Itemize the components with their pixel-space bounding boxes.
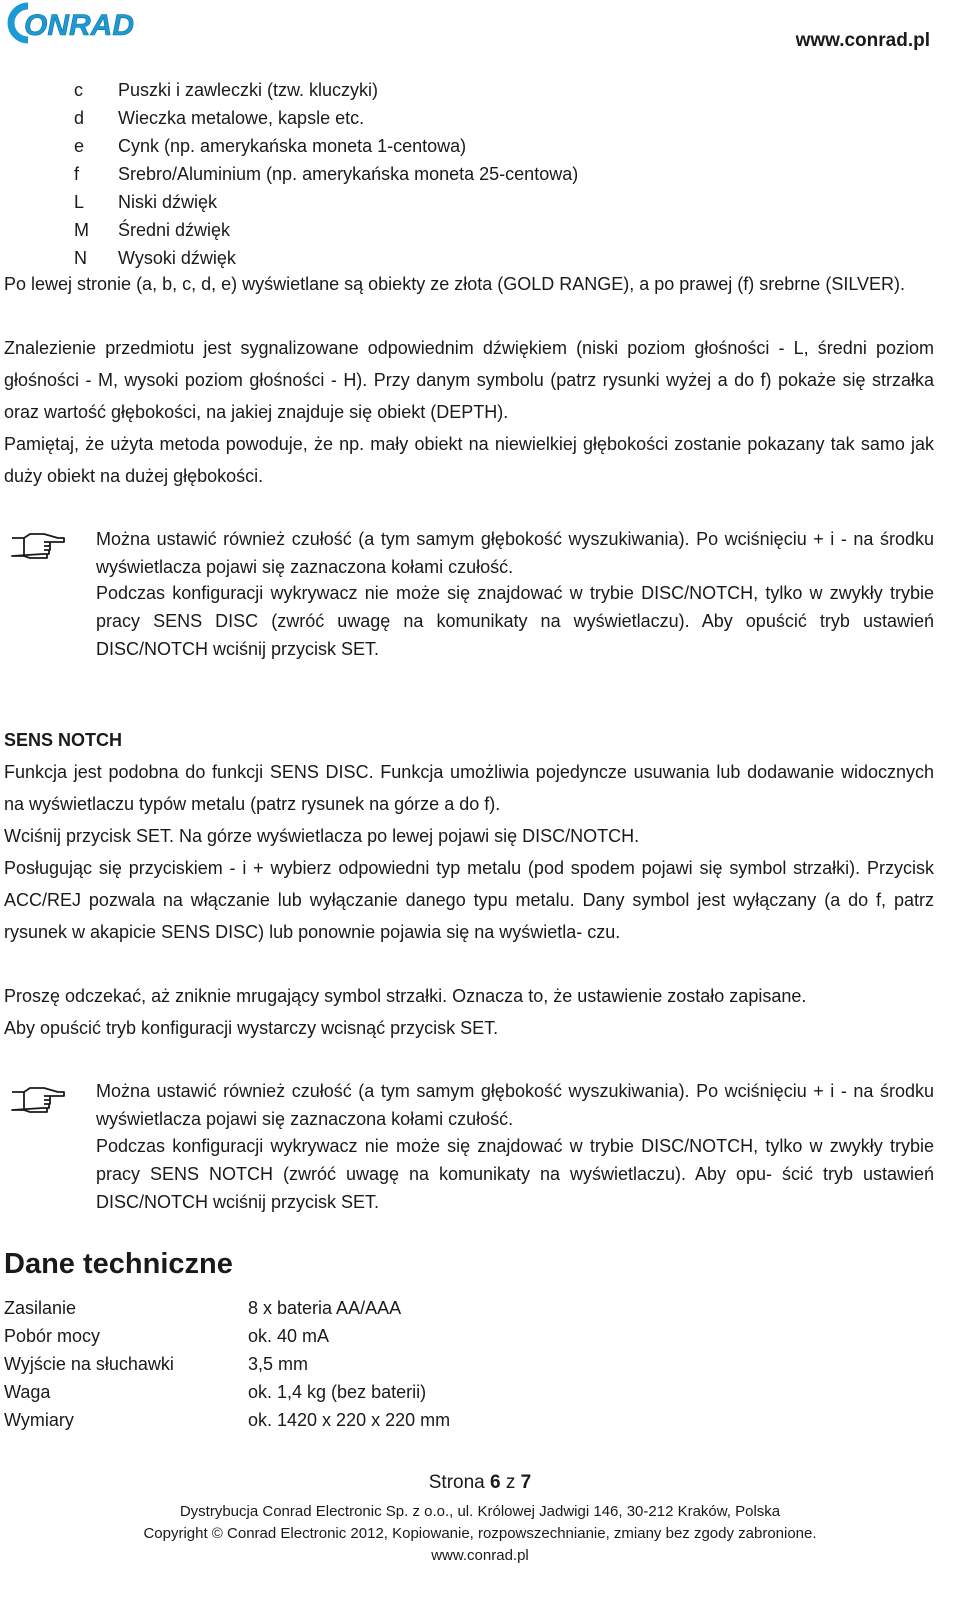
list-item: [74, 76, 578, 104]
spec-value: 8 x bateria AA/AAA: [248, 1298, 402, 1318]
spec-label: Pobór mocy: [4, 1326, 101, 1346]
legend-text: Cynk (np. amerykańska moneta 1-centowa): [118, 136, 467, 156]
legend-key: f: [74, 164, 80, 184]
legend-text: Średni dźwięk: [118, 220, 231, 240]
paragraph-notch-select: Posługując się przyciskiem - i + wybierz odpowiedni typ metalu (pod spodem pojawi się symbol strzałki). Przycisk ACC/REJ pozwala na włączanie lub wyłączanie danego typu metalu. Dany symbol jest wyłączany (a do f, patrz rysunek w akapicie SENS DISC) lub ponownie pojawia się na wyświetla- czu.: [4, 858, 934, 942]
list-item: [74, 104, 578, 132]
page-prefix: Strona: [428, 1472, 485, 1493]
pointing-hand-icon: [10, 530, 66, 564]
note-sensitivity-1: Można ustawić również czułość (a tym samym głębokość wyszukiwania). Po wciśnięciu + i - na środku wyświetlacza pojawi się zaznaczona kołami czułość.: [96, 529, 934, 577]
spec-value: ok. 40 mA: [248, 1326, 330, 1346]
page-sep: z: [505, 1472, 516, 1493]
pointing-hand-icon: [10, 1084, 66, 1118]
page-current: 6: [490, 1472, 501, 1493]
table-row: [4, 1406, 450, 1434]
paragraph-depth-note: Pamiętaj, że użyta metoda powoduje, że np. mały obiekt na niewielkiej głębokości zostanie pokazany tak samo jak duży obiekt na dużej głębokości.: [4, 434, 934, 486]
legend-text: Niski dźwięk: [118, 192, 218, 212]
paragraph-sound-signal: Znalezienie przedmiotu jest sygnalizowane odpowiednim dźwiękiem (niski poziom głośności - L, średni poziom głośności - M, wysoki poziom głośności - H). Przy danym symbolu (patrz rysunki wyżej a do f) pokaże się strzałka oraz wartość głębokości, na jakiej znajduje się obiekt (DEPTH).: [4, 338, 934, 422]
note-config-1: Podczas konfiguracji wykrywacz nie może się znajdować w trybie DISC/NOTCH, tylko w zwykły trybie pracy SENS DISC (zwróć uwagę na komunikaty na wyświetlaczu). Aby opuścić tryb ustawień DISC/NOTCH wciśnij przycisk SET.: [96, 583, 934, 659]
list-item: [74, 216, 578, 244]
svg-text:ONRAD: ONRAD: [24, 9, 134, 42]
legend-key: d: [74, 108, 85, 128]
table-row: [4, 1322, 450, 1350]
legend-text: Srebro/Aluminium (np. amerykańska moneta 25-centowa): [118, 164, 579, 184]
paragraph-notch-intro: Funkcja jest podobna do funkcji SENS DISC. Funkcja umożliwia pojedyncze usuwania lub dodawanie widocznych na wyświetlaczu typów metalu (patrz rysunek na górze a do f).: [4, 762, 934, 814]
list-item: [74, 188, 578, 216]
legend-key: c: [74, 80, 83, 100]
spec-value: 3,5 mm: [248, 1354, 309, 1374]
spec-value: ok. 1,4 kg (bez baterii): [248, 1382, 427, 1402]
section-heading-tech: Dane techniczne: [4, 1248, 233, 1280]
page-total: 7: [520, 1472, 532, 1493]
legend-list: [74, 76, 578, 272]
spec-label: Waga: [4, 1382, 51, 1402]
table-row: [4, 1378, 450, 1406]
spec-label: Wymiary: [4, 1410, 74, 1430]
legend-key: e: [74, 136, 85, 156]
list-item: [74, 160, 578, 188]
list-item: [74, 132, 578, 160]
paragraph-notch-exit: Aby opuścić tryb konfiguracji wystarczy wcisnąć przycisk SET.: [4, 1018, 499, 1038]
table-row: [4, 1350, 450, 1378]
page-number: [0, 1472, 960, 1494]
paragraph-display-sides: Po lewej stronie (a, b, c, d, e) wyświetlane są obiekty ze złota (GOLD RANGE), a po prawej (f) srebrne (SILVER).: [4, 274, 906, 294]
table-row: [4, 1294, 450, 1322]
footer-distribution: Dystrybucja Conrad Electronic Sp. z o.o., ul. Królowej Jadwigi 146, 30-212 Kraków, Polska: [179, 1503, 781, 1520]
legend-text: Wysoki dźwięk: [118, 248, 236, 268]
note-config-2: Podczas konfiguracji wykrywacz nie może się znajdować w trybie DISC/NOTCH, tylko w zwykły trybie pracy SENS NOTCH (zwróć uwagę na komunikaty na wyświetlaczu). Aby opu- ścić tryb ustawień DISC/NOTCH wciśnij przycisk SET.: [96, 1136, 934, 1212]
spec-value: ok. 1420 x 220 x 220 mm: [248, 1410, 451, 1430]
legend-text: Puszki i zawleczki (tzw. kluczyki): [118, 80, 379, 100]
note-sensitivity-2: Można ustawić również czułość (a tym samym głębokość wyszukiwania). Po wciśnięciu + i - na środku wyświetlacza pojawi się zaznaczona kołami czułość.: [96, 1081, 934, 1129]
legend-key: M: [74, 220, 89, 240]
conrad-logo: [6, 2, 164, 44]
paragraph-notch-wait: Proszę odczekać, aż zniknie mrugający symbol strzałki. Oznacza to, że ustawienie zostało zapisane.: [4, 986, 807, 1006]
legend-text: Wieczka metalowe, kapsle etc.: [118, 108, 365, 128]
spec-label: Wyjście na słuchawki: [4, 1354, 174, 1374]
site-url: www.conrad.pl: [795, 30, 930, 51]
footer-url: www.conrad.pl: [431, 1547, 529, 1564]
legend-key: N: [74, 248, 87, 268]
paragraph-notch-set: Wciśnij przycisk SET. Na górze wyświetlacza po lewej pojawi się DISC/NOTCH.: [4, 826, 640, 846]
spec-label: Zasilanie: [4, 1298, 77, 1318]
legend-key: L: [74, 192, 85, 212]
footer-copyright: Copyright © Conrad Electronic 2012, Kopiowanie, rozpowszechnianie, zmiany bez zgody zabronione.: [143, 1525, 817, 1542]
tech-specs-table: [4, 1294, 450, 1434]
section-heading-sens-notch: SENS NOTCH: [4, 730, 123, 750]
